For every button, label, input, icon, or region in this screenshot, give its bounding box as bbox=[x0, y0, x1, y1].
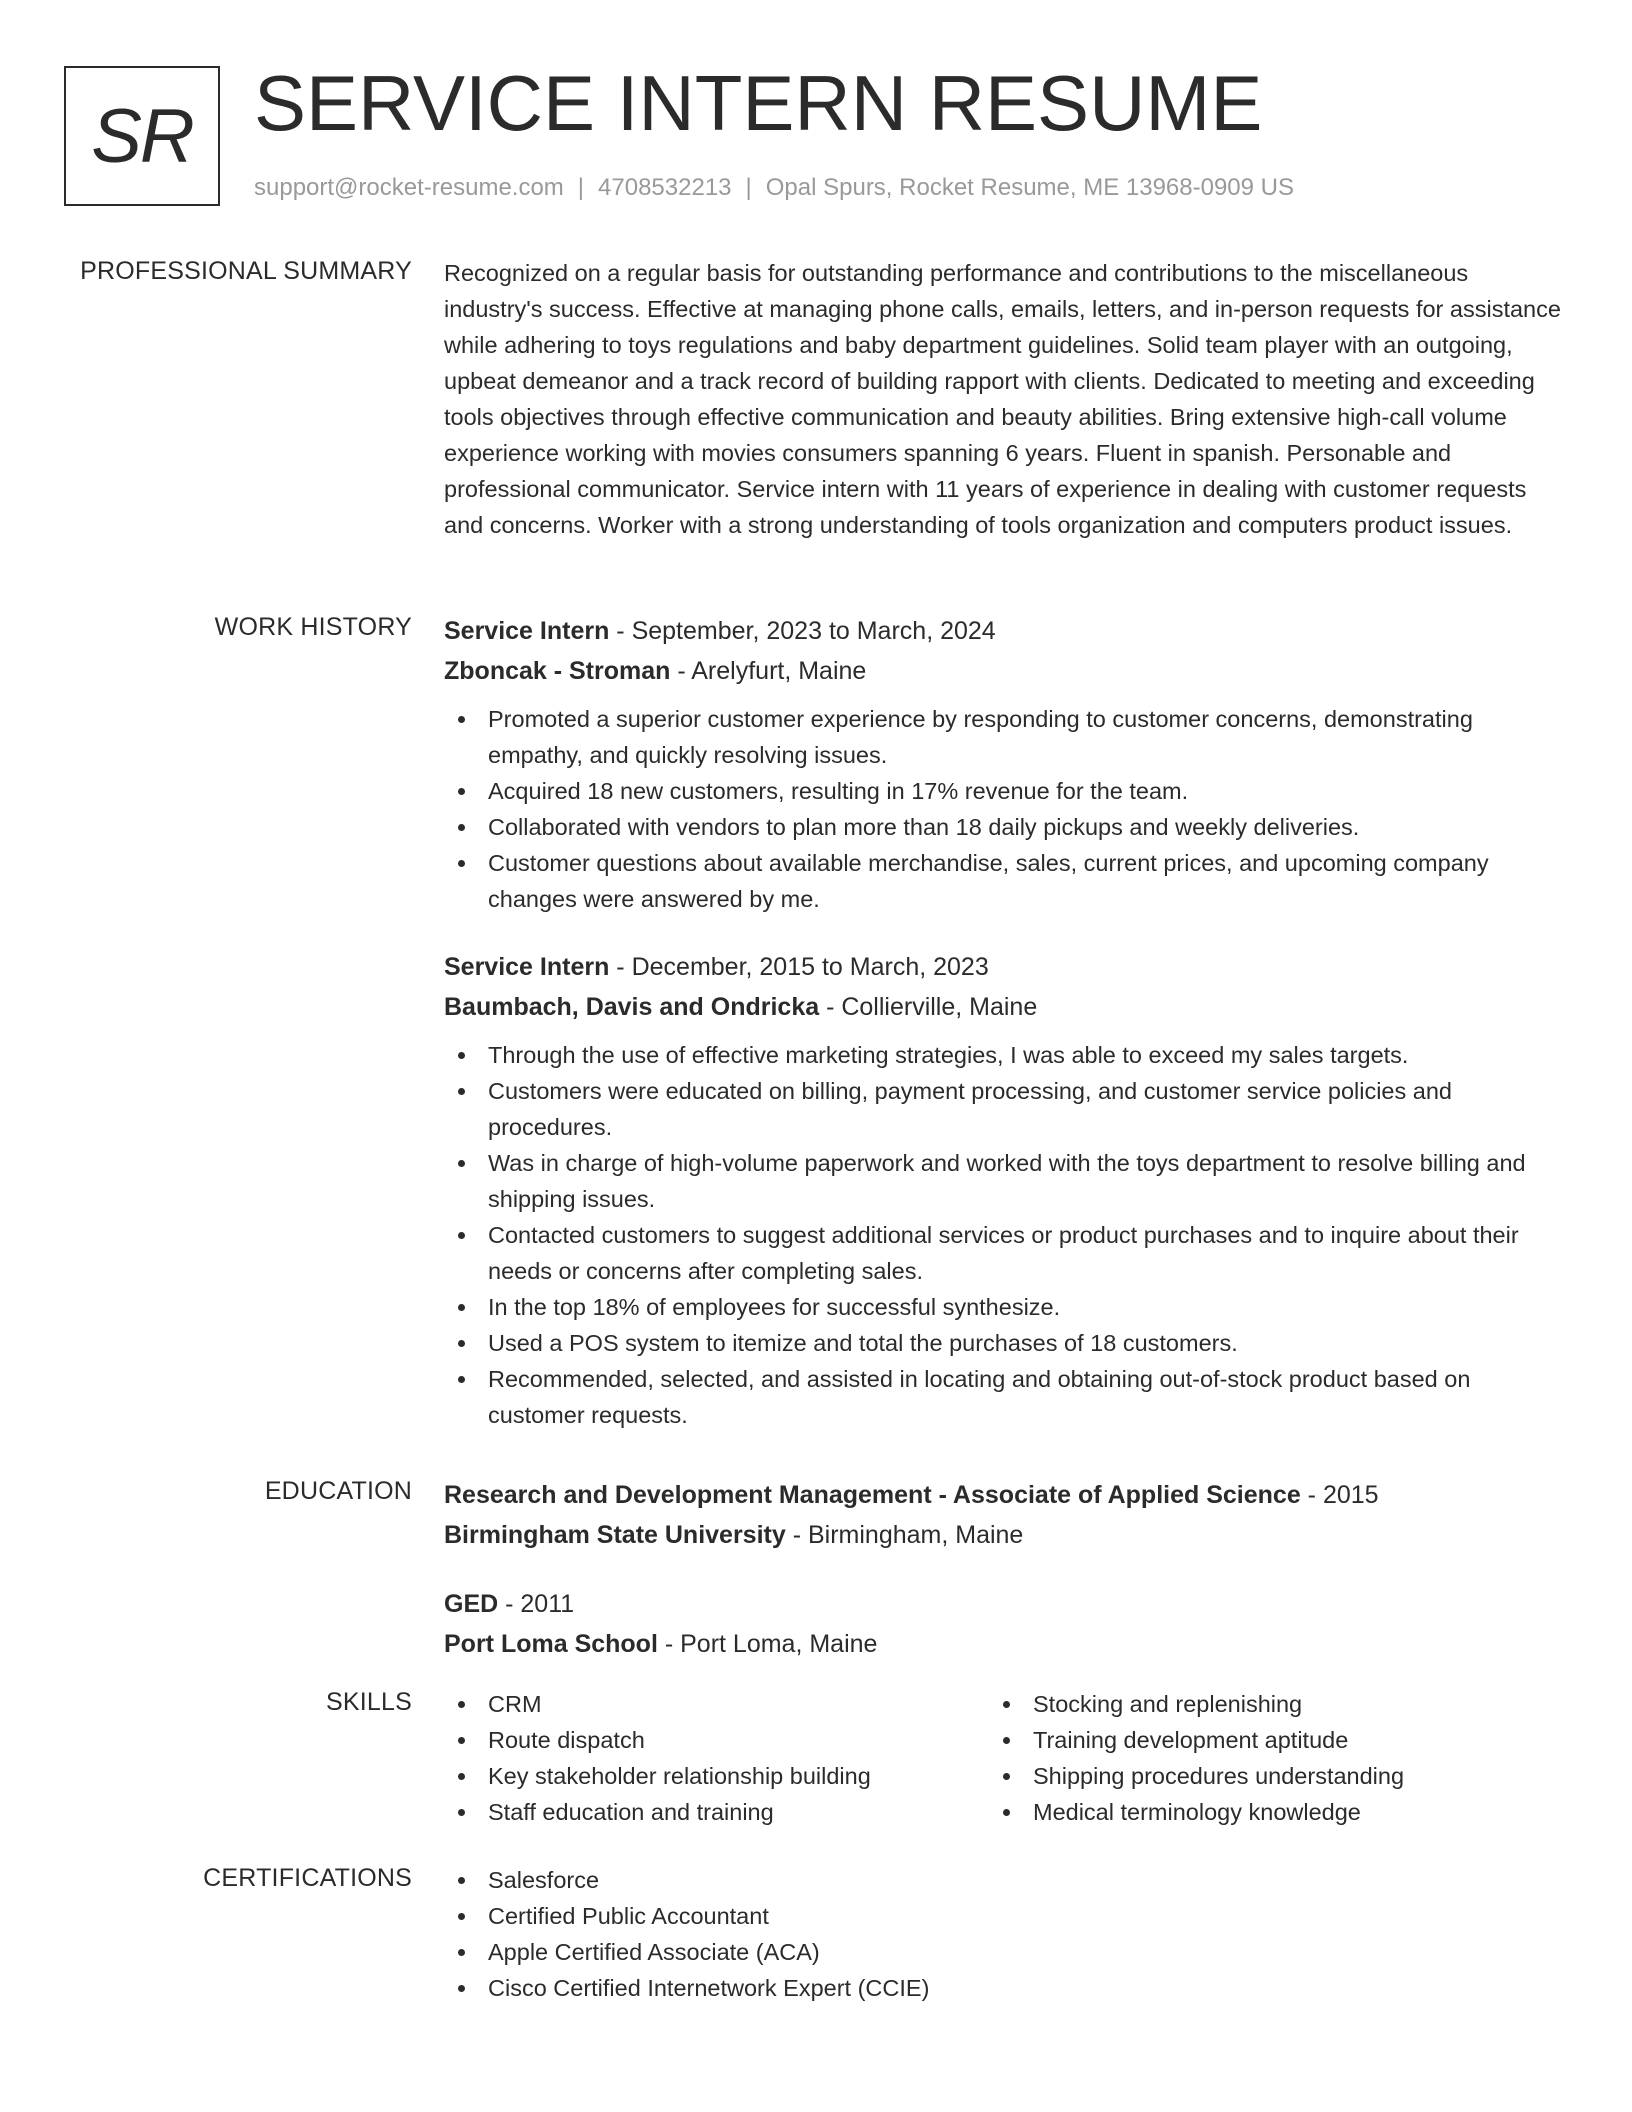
list-item: Recommended, selected, and assisted in locating and obtaining out-of-stock product based on customer requests. bbox=[444, 1361, 1566, 1433]
education-entry bbox=[444, 1475, 1566, 1555]
degree: Research and Development Management - Associate of Applied Science bbox=[444, 1481, 1301, 1509]
list-item: Key stakeholder relationship building bbox=[444, 1758, 989, 1794]
contact-separator: | bbox=[745, 174, 752, 201]
job-dates: - December, 2015 to March, 2023 bbox=[609, 953, 989, 981]
contact-line bbox=[254, 174, 1294, 202]
job-title: Service Intern bbox=[444, 617, 610, 645]
list-item: Medical terminology knowledge bbox=[989, 1794, 1534, 1830]
list-item: Was in charge of high-volume paperwork and worked with the toys department to resolve billing and shipping issues. bbox=[444, 1145, 1566, 1217]
education-label: EDUCATION bbox=[264, 1477, 412, 1505]
list-item: Acquired 18 new customers, resulting in 17% revenue for the team. bbox=[444, 773, 1566, 809]
list-item: Cisco Certified Internetwork Expert (CCIE) bbox=[444, 1970, 1566, 2006]
monogram-logo: SR bbox=[64, 66, 220, 206]
education-entry bbox=[444, 1584, 1566, 1664]
contact-phone: 4708532213 bbox=[598, 174, 732, 201]
list-item: Customer questions about available merchandise, sales, current prices, and upcoming company changes were answered by me. bbox=[444, 845, 1566, 917]
page-title: SERVICE INTERN RESUME bbox=[254, 59, 1263, 147]
school: Birmingham State University bbox=[444, 1521, 786, 1549]
school-location: - Birmingham, Maine bbox=[785, 1521, 1024, 1549]
school-line bbox=[444, 1624, 1566, 1664]
job-company: Zboncak - Stroman bbox=[444, 657, 671, 685]
summary-text: Recognized on a regular basis for outstanding performance and contributions to the miscellaneous industry's success. Effective at managing phone calls, emails, letters, and in-person requests for assistance while adhering to toys regulations and baby department guidelines. Solid team player with an outgoing, upbeat demeanor and a track record of building rapport with clients. Dedicated to meeting and exceeding tools objectives through effective communication and beauty abilities. Bring extensive high-call volume experience working with movies consumers spanning 6 years. Fluent in spanish. Personable and professional communicator. Service intern with 11 years of experience in dealing with customer requests and concerns. Worker with a strong understanding of tools organization and computers product issues. bbox=[444, 260, 1561, 538]
list-item: Staff education and training bbox=[444, 1794, 989, 1830]
contact-separator: | bbox=[577, 174, 585, 201]
list-item: Apple Certified Associate (ACA) bbox=[444, 1934, 1566, 1970]
job-company-line bbox=[444, 651, 1566, 691]
job-title-line bbox=[444, 947, 1566, 987]
resume-header bbox=[64, 59, 1574, 214]
job-location: - Arelyfurt, Maine bbox=[670, 657, 867, 685]
job-location: - Collierville, Maine bbox=[819, 993, 1038, 1021]
list-item: Shipping procedures understanding bbox=[989, 1758, 1534, 1794]
job-bullets bbox=[444, 1037, 1566, 1433]
job-entry bbox=[444, 611, 1566, 917]
summary-label: PROFESSIONAL SUMMARY bbox=[80, 257, 412, 285]
school-location: - Port Loma, Maine bbox=[657, 1630, 878, 1658]
job-company: Baumbach, Davis and Ondricka bbox=[444, 993, 820, 1021]
skills-label: SKILLS bbox=[326, 1688, 412, 1716]
list-item: Collaborated with vendors to plan more than 18 daily pickups and weekly deliveries. bbox=[444, 809, 1566, 845]
certifications-list bbox=[444, 1862, 1566, 2006]
degree-year: - 2011 bbox=[498, 1590, 575, 1618]
list-item: CRM bbox=[444, 1686, 989, 1722]
skills-columns bbox=[444, 1686, 1566, 1830]
contact-email: support@rocket-resume.com bbox=[254, 174, 564, 201]
degree-year: - 2015 bbox=[1300, 1481, 1379, 1509]
list-item: Promoted a superior customer experience by responding to customer concerns, demonstrating empathy, and quickly resolving issues. bbox=[444, 701, 1566, 773]
school-line bbox=[444, 1515, 1566, 1555]
degree-line bbox=[444, 1475, 1566, 1515]
skills-list-right bbox=[989, 1686, 1534, 1830]
school: Port Loma School bbox=[444, 1630, 658, 1658]
list-item: Used a POS system to itemize and total the purchases of 18 customers. bbox=[444, 1325, 1566, 1361]
degree: GED bbox=[444, 1590, 499, 1618]
degree-line bbox=[444, 1584, 1566, 1624]
job-company-line bbox=[444, 987, 1566, 1027]
list-item: Stocking and replenishing bbox=[989, 1686, 1534, 1722]
list-item: In the top 18% of employees for successful synthesize. bbox=[444, 1289, 1566, 1325]
list-item: Certified Public Accountant bbox=[444, 1898, 1566, 1934]
job-title: Service Intern bbox=[444, 953, 610, 981]
job-title-line bbox=[444, 611, 1566, 651]
list-item: Customers were educated on billing, payment processing, and customer service policies and procedures. bbox=[444, 1073, 1566, 1145]
list-item: Salesforce bbox=[444, 1862, 1566, 1898]
work-history-label: WORK HISTORY bbox=[214, 613, 412, 641]
list-item: Training development aptitude bbox=[989, 1722, 1534, 1758]
list-item: Route dispatch bbox=[444, 1722, 989, 1758]
job-dates: - September, 2023 to March, 2024 bbox=[609, 617, 996, 645]
contact-address: Opal Spurs, Rocket Resume, ME 13968-0909 US bbox=[765, 174, 1295, 201]
list-item: Through the use of effective marketing strategies, I was able to exceed my sales targets. bbox=[444, 1037, 1566, 1073]
job-bullets bbox=[444, 701, 1566, 917]
job-entry bbox=[444, 947, 1566, 1433]
certifications-label: CERTIFICATIONS bbox=[203, 1864, 412, 1892]
list-item: Contacted customers to suggest additional services or product purchases and to inquire about their needs or concerns after completing sales. bbox=[444, 1217, 1566, 1289]
skills-list-left bbox=[444, 1686, 989, 1830]
